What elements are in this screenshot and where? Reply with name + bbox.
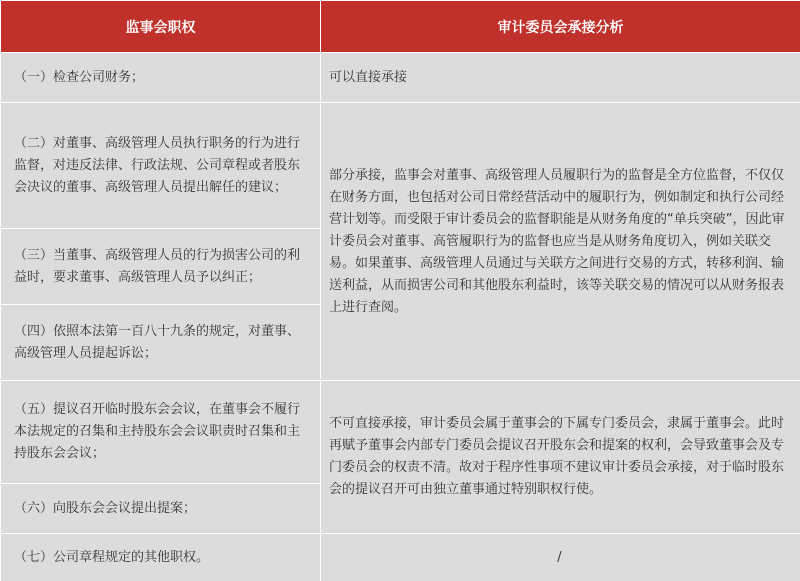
table-row xyxy=(1,103,800,229)
power-cell: （四）依照本法第一百八十九条的规定，对董事、高级管理人员提起诉讼； xyxy=(1,305,321,381)
header-supervisory-powers: 监事会职权 xyxy=(1,1,321,53)
analysis-cell: 部分承接，监事会对董事、高级管理人员履职行为的监督是全方位监督，不仅仅在财务方面，也包括对公司日常经营活动中的履职行为，例如制定和执行公司经营计划等。而受限于审计委员会的监督职能是从财务角度的“单兵突破”，因此审计委员会对董事、高管履职行为的监督也应当是从财务角度切入，例如关联交易。如果董事、高级管理人员通过与关联方之间进行交易的方式，转移利润、输送利益，从而损害公司和其他股东利益时，该等关联交易的情况可以从财务报表上进行查阅。 xyxy=(321,103,800,381)
table-row xyxy=(1,534,800,581)
power-cell: （三）当董事、高级管理人员的行为损害公司的利益时，要求董事、高级管理人员予以纠正； xyxy=(1,229,321,305)
table-row xyxy=(1,381,800,484)
power-cell: （二）对董事、高级管理人员执行职务的行为进行监督，对违反法律、行政法规、公司章程或者股东会决议的董事、高级管理人员提出解任的建议； xyxy=(1,103,321,229)
header-audit-committee-analysis: 审计委员会承接分析 xyxy=(321,1,800,53)
power-cell: （六）向股东会会议提出提案； xyxy=(1,484,321,534)
power-cell: （一）检查公司财务； xyxy=(1,53,321,103)
power-cell: （七）公司章程规定的其他职权。 xyxy=(1,534,321,581)
analysis-cell: 不可直接承接，审计委员会属于董事会的下属专门委员会，隶属于董事会。此时再赋予董事会内部专门委员会提议召开股东会和提案的权利，会导致董事会及专门委员会的权责不清。故对于程序性事项不建议审计委员会承接，对于临时股东会的提议召开可由独立董事通过特别职权行使。 xyxy=(321,381,800,534)
analysis-cell: / xyxy=(321,534,800,581)
power-cell: （五）提议召开临时股东会会议，在董事会不履行本法规定的召集和主持股东会会议职责时召集和主持股东会会议； xyxy=(1,381,321,484)
table-row xyxy=(1,53,800,103)
table-header-row xyxy=(1,1,800,53)
analysis-cell: 可以直接承接 xyxy=(321,53,800,103)
